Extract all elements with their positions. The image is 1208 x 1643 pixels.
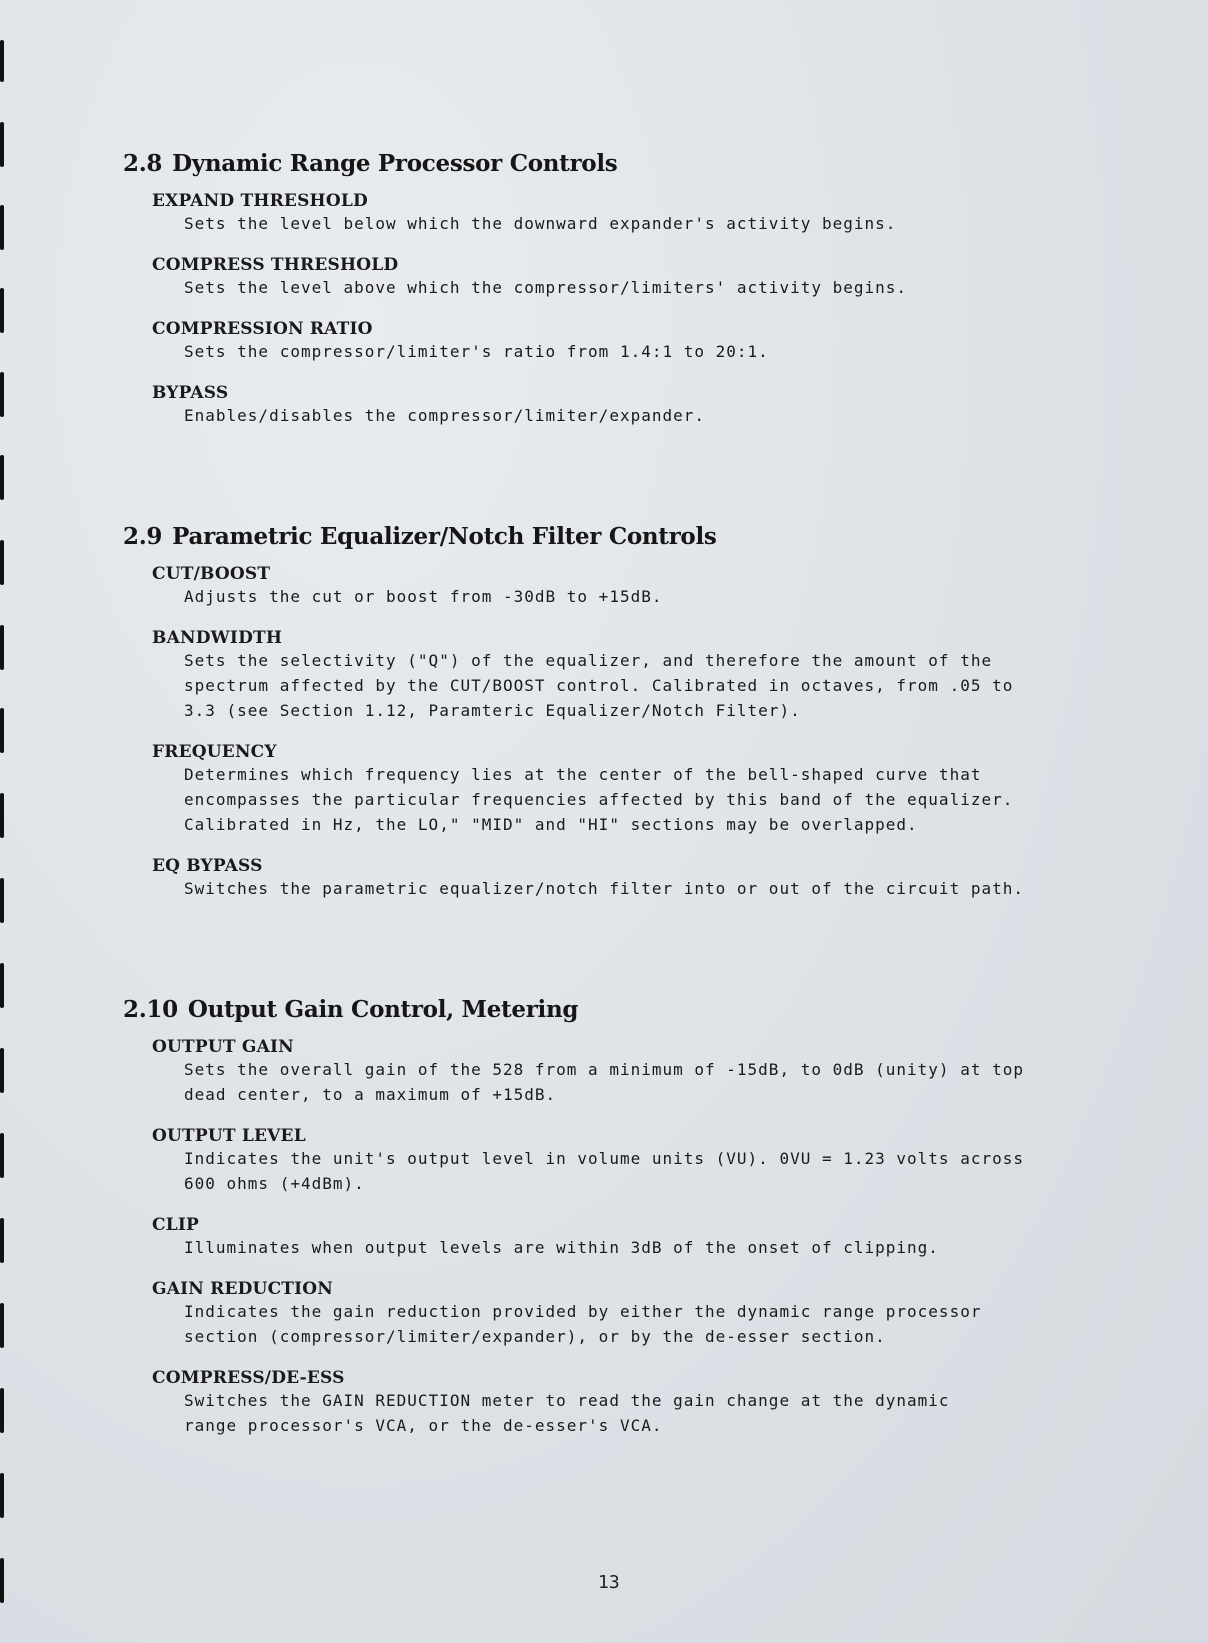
section-heading: 2.10 Output Gain Control, Metering [123, 996, 579, 1023]
section-2-8 [123, 150, 1084, 428]
control-item [123, 191, 1084, 236]
control-item [123, 628, 1084, 723]
control-term: GAIN REDUCTION [152, 1279, 334, 1299]
control-item [123, 742, 1084, 837]
control-term: CUT/BOOST [152, 564, 271, 584]
control-description: Sets the compressor/limiter's ratio from 1.4:1 to 20:1. [184, 342, 769, 361]
binding-mark [0, 540, 4, 585]
binding-mark [0, 1048, 4, 1093]
control-description: Illuminates when output levels are within 3dB of the onset of clipping. [184, 1238, 939, 1257]
control-term: BYPASS [152, 383, 229, 403]
control-item [123, 1215, 1084, 1260]
control-description: Enables/disables the compressor/limiter/expander. [184, 406, 706, 425]
section-2-10 [123, 996, 1084, 1438]
binding-mark [0, 1388, 4, 1433]
binding-mark [0, 372, 4, 417]
binding-mark [0, 1133, 4, 1178]
control-item [123, 319, 1084, 364]
binding-mark [0, 1218, 4, 1263]
control-term: CLIP [152, 1215, 200, 1235]
binding-mark [0, 625, 4, 670]
control-description: Sets the overall gain of the 528 from a minimum of -15dB, to 0dB (unity) at top dead center, to a maximum of +15dB. [184, 1060, 1024, 1104]
control-description: Switches the parametric equalizer/notch filter into or out of the circuit path. [184, 879, 1024, 898]
binding-mark [0, 963, 4, 1008]
control-description: Sets the selectivity ("Q") of the equalizer, and therefore the amount of the spectrum affected by the CUT/BOOST control. Calibrated in octaves, from .05 to 3.3 (see Section 1.12, Paramteric Equalizer/Notch Filter). [184, 651, 1014, 720]
binding-mark [0, 40, 4, 82]
control-term: EQ BYPASS [152, 856, 263, 876]
control-item [123, 856, 1084, 901]
control-term: OUTPUT LEVEL [152, 1126, 306, 1146]
control-item [123, 1037, 1084, 1107]
binding-mark [0, 1473, 4, 1518]
control-term: EXPAND THRESHOLD [152, 191, 368, 211]
section-heading: 2.9 Parametric Equalizer/Notch Filter Controls [123, 523, 717, 550]
control-description: Indicates the unit's output level in volume units (VU). 0VU = 1.23 volts across 600 ohms (+4dBm). [184, 1149, 1024, 1193]
control-item [123, 383, 1084, 428]
control-term: COMPRESSION RATIO [152, 319, 373, 339]
control-description: Sets the level below which the downward expander's activity begins. [184, 214, 897, 233]
control-description: Sets the level above which the compressor/limiters' activity begins. [184, 278, 908, 297]
binding-mark [0, 708, 4, 753]
control-term: OUTPUT GAIN [152, 1037, 294, 1057]
control-description: Indicates the gain reduction provided by either the dynamic range processor section (compressor/limiter/expander), or by the de-esser section. [184, 1302, 982, 1346]
binding-mark [0, 793, 4, 838]
binding-mark [0, 1303, 4, 1348]
control-item [123, 1126, 1084, 1196]
binding-mark [0, 122, 4, 167]
binding-mark [0, 1558, 4, 1603]
control-term: BANDWIDTH [152, 628, 283, 648]
control-term: FREQUENCY [152, 742, 277, 762]
control-description: Switches the GAIN REDUCTION meter to read the gain change at the dynamic range processor's VCA, or the de-esser's VCA. [184, 1391, 950, 1435]
control-term: COMPRESS THRESHOLD [152, 255, 399, 275]
binding-mark [0, 455, 4, 500]
control-description: Adjusts the cut or boost from -30dB to +15dB. [184, 587, 663, 606]
binding-mark [0, 205, 4, 250]
control-description: Determines which frequency lies at the center of the bell-shaped curve that encompasses the particular frequencies affected by this band of the equalizer. Calibrated in Hz, the LO," "MID" and "HI" sections may be overlapped. [184, 765, 1014, 834]
control-item [123, 1279, 1084, 1349]
binding-mark [0, 288, 4, 333]
control-item [123, 255, 1084, 300]
binding-mark [0, 878, 4, 923]
page-number: 13 [598, 1572, 620, 1593]
control-item [123, 1368, 1084, 1438]
control-term: COMPRESS/DE-ESS [152, 1368, 345, 1388]
section-heading: 2.8 Dynamic Range Processor Controls [123, 150, 618, 177]
control-item [123, 564, 1084, 609]
section-2-9 [123, 523, 1084, 901]
